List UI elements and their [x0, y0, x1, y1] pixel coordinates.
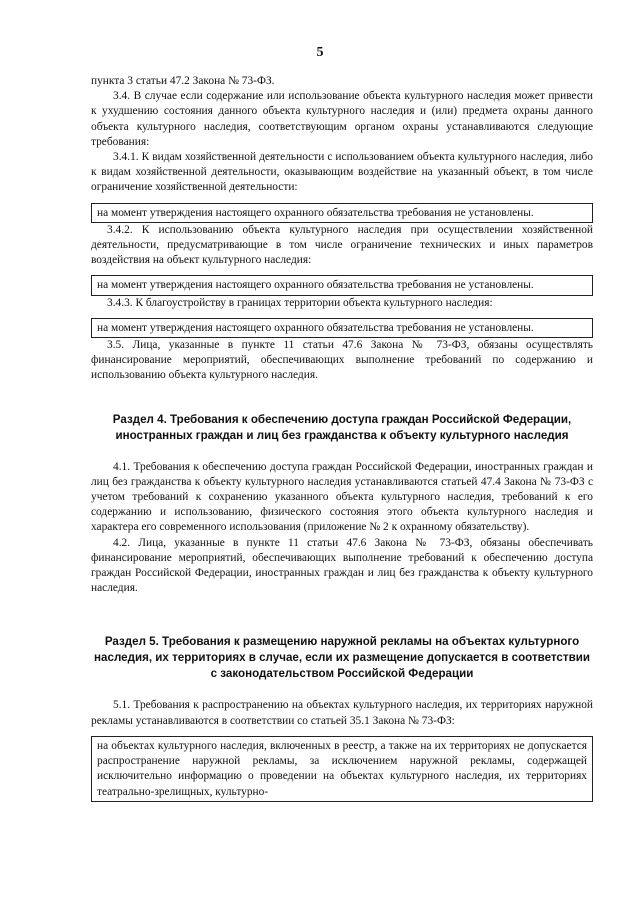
- section-5-heading: Раздел 5. Требования к размещению наружной рекламы на объектах культурного наследия, их территориях в случае, если их размещение допускается в соответствии с законодательством Российской Федерации: [94, 635, 590, 681]
- section-4-heading: Раздел 4. Требования к обеспечению доступа граждан Российской Федерации, иностранных граждан и лиц без гражданства к объекту культурного наследия: [112, 412, 572, 442]
- paragraph-5-1: 5.1. Требования к распространению на объектах культурного наследия, их территориях наружной рекламы устанавливаются в соответствии со статьей 35.1 Закона № 73-ФЗ:: [91, 699, 593, 727]
- requirement-box-1: на момент утверждения настоящего охранного обязательства требования не установлены.: [91, 203, 593, 223]
- requirement-box-3: на момент утверждения настоящего охранного обязательства требования не установлены.: [91, 318, 593, 338]
- requirement-box-4: на объектах культурного наследия, включенных в реестр, а также на их территориях не допускается распространение наружной рекламы, за исключением наружной рекламы, содержащей исключительно информацию о проведении на объектах культурного наследия, их территориях театрально-зрелищных, культурно-: [91, 736, 593, 802]
- paragraph-3-4-3: 3.4.3. К благоустройству в границах территории объекта культурного наследия:: [107, 296, 493, 309]
- paragraph-4-1: 4.1. Требования к обеспечению доступа граждан Российской Федерации, иностранных граждан и лиц без гражданства к объекту культурного наследия устанавливаются статьей 47.4 Закона № 73-ФЗ с учетом требований к сохранению указанного объекта культурного наследия, требований к его содержанию и использованию, физического состояния этого объекта культурного наследия и характера его современного использования (приложение № 2 к охранному обязательству).: [91, 460, 593, 534]
- requirement-box-2: на момент утверждения настоящего охранного обязательства требования не установлены.: [91, 275, 593, 295]
- paragraph-3-4: 3.4. В случае если содержание или использование объекта культурного наследия может привести к ухудшению состояния данного объекта культурного наследия и (или) предмета охраны данного объекта культурного наследия, соответствующим органом охраны устанавливаются следующие требования:: [91, 90, 593, 148]
- paragraph-3-5: 3.5. Лица, указанные в пункте 11 статьи 47.6 Закона № 73-ФЗ, обязаны осуществлять финансирование мероприятий, обеспечивающих выполнение требований по содержанию и использованию объекта культурного наследия.: [91, 339, 593, 382]
- paragraph-3-4-2: 3.4.2. К использованию объекта культурного наследия при осуществлении хозяйственной деятельности, предусматривающие в том числе ограничение технических и иных параметров воздействия на объект культурного наследия:: [91, 223, 593, 267]
- document-body: [91, 74, 593, 802]
- page-number: 5: [316, 45, 324, 60]
- paragraph-4-2: 4.2. Лица, указанные в пункте 11 статьи 47.6 Закона № 73-ФЗ, обязаны обеспечивать финансирование мероприятий, обеспечивающих выполнение требований к обеспечению доступа граждан Российской Федерации, иностранных граждан и лиц без гражданства к объекту культурного наследия.: [91, 536, 593, 595]
- paragraph-continuation: пункта 3 статьи 47.2 Закона № 73-ФЗ.: [91, 75, 275, 87]
- paragraph-3-4-1: 3.4.1. К видам хозяйственной деятельности с использованием объекта культурного наследия, либо к видам хозяйственной деятельности, оказывающим воздействие на указанный объект, в том числе ограничение хозяйственной деятельности:: [91, 151, 593, 194]
